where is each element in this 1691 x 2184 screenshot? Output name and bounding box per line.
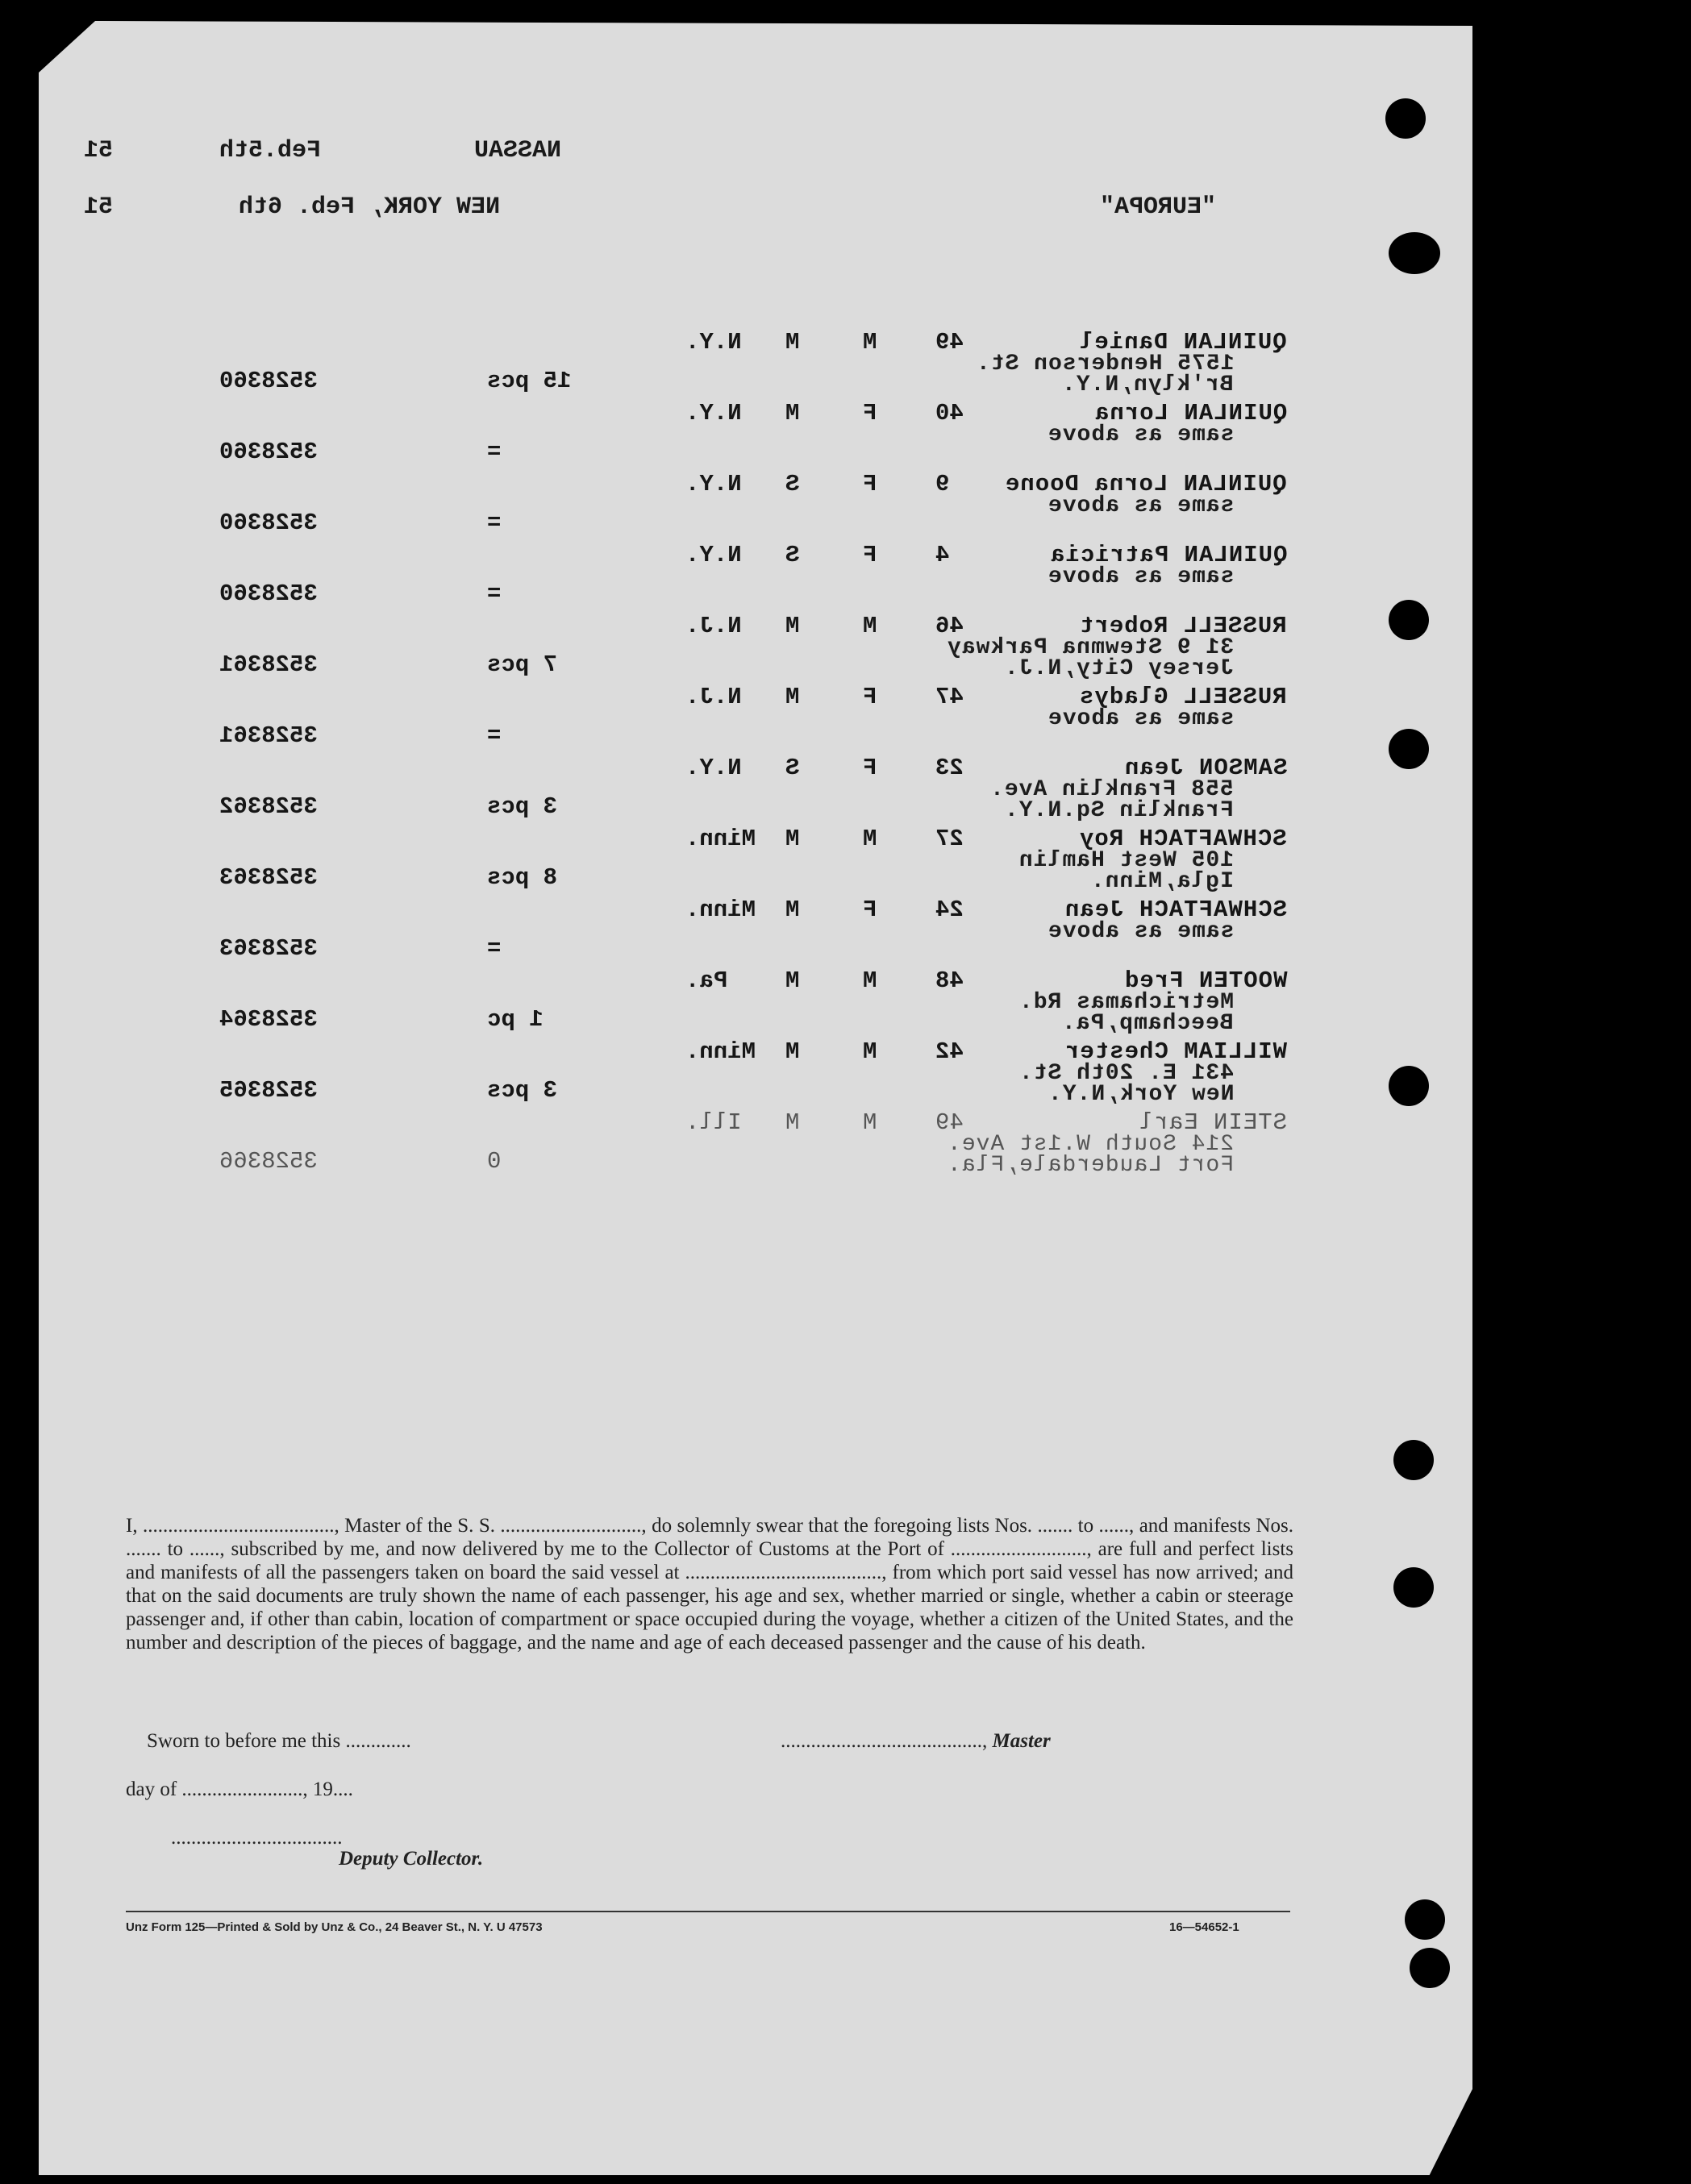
passenger-address-line: same as above — [1048, 919, 1235, 944]
baggage-count: 7 pcs — [487, 651, 558, 678]
passenger-name: SCHWAFTACH Jean — [1064, 896, 1288, 923]
passenger-name: STEIN Earl — [1139, 1109, 1288, 1136]
passenger-address-line: 558 Franklin Ave. — [989, 777, 1234, 802]
punch-hole — [1385, 98, 1426, 139]
passenger-address-line: 1575 Henderson St. — [976, 352, 1235, 376]
master-signature — [781, 1730, 1051, 1753]
passenger-age: 24 — [935, 896, 964, 923]
punch-hole — [1393, 1440, 1434, 1480]
passenger-citizenship: N.J. — [685, 613, 742, 639]
passenger-citizenship: Minn. — [685, 826, 756, 852]
baggage-count: = — [487, 935, 502, 962]
baggage-count: 1 pc — [487, 1006, 544, 1033]
date-line-2: NEW YORK, Feb. 6th — [239, 193, 501, 221]
baggage-count: = — [487, 439, 502, 465]
passenger-name: SCHWAFTACH Roy — [1079, 826, 1287, 852]
ticket-number: 3528366 — [219, 1148, 318, 1175]
oath-text: I, ......................................, Master of the S. S. ............................, do solemnly swear that the foregoing lists Nos. ....... to ......, and manifests Nos. ....... to ......, subscribed by me, and now delivered by me to the Collector of Customs at the Port of ..........................., are full and perfect lists and manifests of all the passengers taken on board the said vessel at ......................................., from which port said vessel has now arrived; and that on the said documents are truly shown the name of each passenger, his age and sex, whether married or single, whether a cabin or steerage passenger and, if other than cabin, location of compartment or space occupied during the voyage, whether a citizen of the United States, and the number and description of the pieces of baggage, and the name and age of each deceased passenger and the cause of his death. — [126, 1515, 1293, 1654]
ticket-number: 3528364 — [219, 1006, 318, 1033]
passenger-age: 47 — [935, 684, 964, 710]
passenger-sex: F — [863, 896, 877, 923]
footer-rule — [126, 1911, 1290, 1912]
passenger-address-line: Metrichamas Rd. — [1018, 990, 1235, 1015]
passenger-age: 23 — [935, 755, 964, 781]
page-number-bottom: 51 — [84, 193, 114, 221]
passenger-address-line: Jersey City,N.J. — [1004, 656, 1234, 681]
passenger-citizenship: N.Y. — [685, 400, 742, 426]
ticket-number: 3528363 — [219, 864, 318, 891]
passenger-marital: M — [785, 613, 800, 639]
passenger-age: 40 — [935, 400, 964, 426]
passenger-address-line: 214 South W.1st Ave. — [947, 1132, 1235, 1157]
passenger-name: QUINLAN Lorna — [1094, 400, 1288, 426]
passenger-address-line: Igla,Minn. — [1090, 869, 1235, 894]
page-number-top: 51 — [84, 137, 114, 164]
passenger-marital: M — [785, 684, 800, 710]
baggage-count: = — [487, 580, 502, 607]
passenger-name: SAMSON Jean — [1124, 755, 1288, 781]
passenger-citizenship: N.Y. — [685, 471, 742, 497]
ticket-number: 3528360 — [219, 368, 318, 394]
punch-hole — [1389, 600, 1429, 640]
passenger-age: 49 — [935, 1109, 964, 1136]
passenger-citizenship: N.Y. — [685, 329, 742, 356]
passenger-marital: M — [785, 400, 800, 426]
form-number: 16—54652-1 — [1169, 1920, 1239, 1934]
baggage-count: 3 pcs — [487, 1077, 558, 1104]
passenger-age: 4 — [935, 542, 950, 568]
passenger-name: RUSSELL Gladys — [1079, 684, 1287, 710]
passenger-marital: M — [785, 329, 800, 356]
printer-imprint: Unz Form 125—Printed & Sold by Unz & Co., 24 Beaver St., N. Y. U 47573 — [126, 1920, 543, 1934]
master-dots: ........................................, — [781, 1730, 988, 1752]
passenger-marital: M — [785, 967, 800, 994]
baggage-count: 0 — [487, 1148, 502, 1175]
passenger-age: 42 — [935, 1038, 964, 1065]
passenger-sex: F — [863, 471, 877, 497]
day-of-line: day of ........................, 19.... — [126, 1778, 353, 1800]
date-line-1: Feb.5th — [219, 137, 322, 164]
master-label: Master — [992, 1730, 1051, 1752]
passenger-address-line: Fort Lauderdale,Fla. — [947, 1153, 1235, 1178]
passenger-address-line: same as above — [1048, 422, 1235, 447]
ticket-number: 3528360 — [219, 580, 318, 607]
passenger-address-line: same as above — [1048, 493, 1235, 518]
port-line-1: NASSAU — [474, 137, 562, 164]
passenger-citizenship: Minn. — [685, 1038, 756, 1065]
passenger-address-line: 431 E. 20th St. — [1018, 1061, 1235, 1086]
baggage-count: = — [487, 722, 502, 749]
passenger-name: WOOTEN Fred — [1124, 967, 1288, 994]
punch-hole — [1389, 232, 1440, 274]
ticket-number: 3528360 — [219, 510, 318, 536]
ship-name: "EUROPA" — [1100, 193, 1217, 221]
passenger-sex: F — [863, 755, 877, 781]
collector-dots: .................................. — [171, 1827, 343, 1849]
passenger-address-line: Beechamp,Pa. — [1061, 1011, 1234, 1036]
ticket-number: 3528362 — [219, 793, 318, 820]
passenger-sex: M — [863, 613, 877, 639]
passenger-marital: S — [785, 542, 800, 568]
passenger-age: 49 — [935, 329, 964, 356]
passenger-marital: M — [785, 896, 800, 923]
passenger-name: QUINLAN Lorna Doone — [1005, 471, 1287, 497]
passenger-address-line: Br'klyn,N.Y. — [1061, 372, 1234, 397]
sworn-line: Sworn to before me this ............. — [147, 1730, 411, 1752]
passenger-sex: M — [863, 1038, 877, 1065]
ticket-number: 3528365 — [219, 1077, 318, 1104]
baggage-count: 3 pcs — [487, 793, 558, 820]
passenger-address-line: same as above — [1048, 706, 1235, 731]
baggage-count: = — [487, 510, 502, 536]
passenger-age: 48 — [935, 967, 964, 994]
ticket-number: 3528360 — [219, 439, 318, 465]
ticket-number: 3528363 — [219, 935, 318, 962]
punch-hole — [1389, 1066, 1429, 1106]
passenger-sex: F — [863, 400, 877, 426]
passenger-citizenship: Ill. — [685, 1109, 742, 1136]
punch-hole — [1389, 729, 1429, 769]
punch-hole — [1405, 1899, 1445, 1940]
passenger-citizenship: Minn. — [685, 896, 756, 923]
passenger-marital: M — [785, 826, 800, 852]
passenger-sex: F — [863, 684, 877, 710]
passenger-name: RUSSELL Robert — [1079, 613, 1287, 639]
passenger-citizenship: N.Y. — [685, 542, 742, 568]
passenger-address-line: New York,N.Y. — [1048, 1082, 1235, 1107]
passenger-citizenship: N.J. — [685, 684, 742, 710]
passenger-age: 9 — [935, 471, 950, 497]
baggage-count: 15 pcs — [487, 368, 572, 394]
punch-hole — [1410, 1948, 1450, 1988]
passenger-address-line: 31 9 Stewmna Parkway — [947, 635, 1235, 660]
passenger-name: QUINLAN Daniel — [1079, 329, 1287, 356]
passenger-name: QUINLAN Patricia — [1050, 542, 1288, 568]
passenger-address-line: 105 West Hamlin — [1018, 848, 1235, 873]
passenger-marital: M — [785, 1109, 800, 1136]
ticket-number: 3528361 — [219, 651, 318, 678]
baggage-count: 8 pcs — [487, 864, 558, 891]
passenger-address-line: same as above — [1048, 564, 1235, 589]
passenger-sex: M — [863, 1109, 877, 1136]
passenger-name: WILLIAM Chester — [1064, 1038, 1288, 1065]
passenger-sex: M — [863, 329, 877, 356]
passenger-sex: M — [863, 967, 877, 994]
passenger-age: 27 — [935, 826, 964, 852]
passenger-citizenship: N.Y. — [685, 755, 742, 781]
passenger-citizenship: Pa. — [685, 967, 728, 994]
passenger-marital: S — [785, 471, 800, 497]
passenger-address-line: Franklin Sq.N.Y. — [1004, 798, 1234, 823]
punch-hole — [1393, 1567, 1434, 1608]
passenger-sex: M — [863, 826, 877, 852]
passenger-marital: S — [785, 755, 800, 781]
deputy-collector-label: Deputy Collector. — [339, 1848, 484, 1870]
ticket-number: 3528361 — [219, 722, 318, 749]
passenger-sex: F — [863, 542, 877, 568]
passenger-age: 46 — [935, 613, 964, 639]
passenger-marital: M — [785, 1038, 800, 1065]
